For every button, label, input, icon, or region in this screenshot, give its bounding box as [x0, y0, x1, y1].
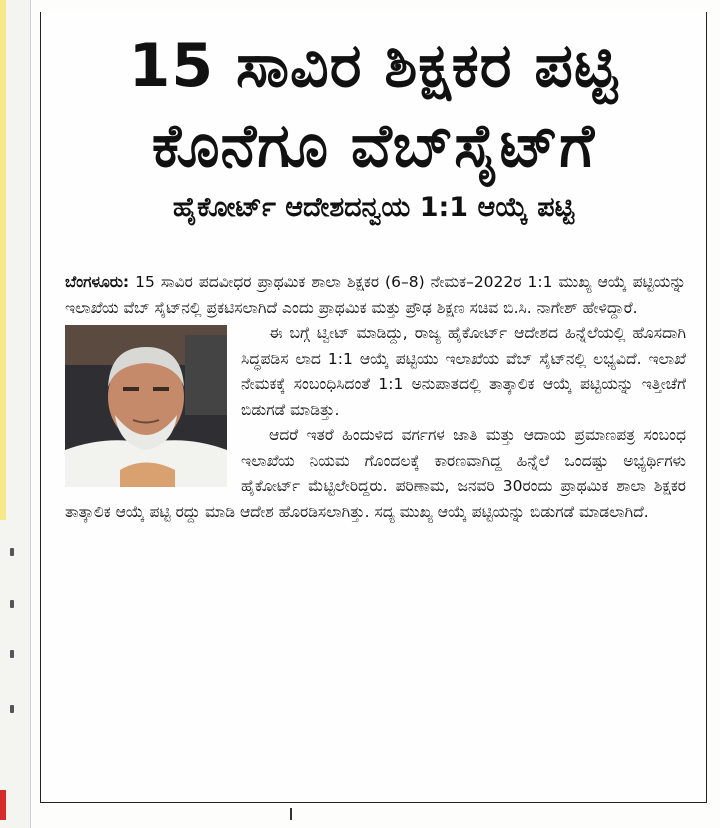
adjacent-mark — [10, 650, 14, 658]
adjacent-mark — [10, 705, 14, 713]
minister-photo — [65, 325, 227, 487]
adjacent-red-band — [0, 790, 6, 820]
adjacent-mark — [10, 600, 14, 608]
paragraph-1 — [65, 270, 686, 321]
page-crop-tick — [290, 808, 292, 820]
headline-line-1: 15 ಸಾವಿರ ಶಿಕ್ಷಕರ ಪಟ್ಟಿ — [128, 31, 619, 101]
paragraph-1-text: 15 ಸಾವಿರ ಪದವೀಧರ ಪ್ರಾಥಮಿಕ ಶಾಲಾ ಶಿಕ್ಷಕರ (6–8) ನೇಮಕ–2022ರ 1:1 ಮುಖ್ಯ ಆಯ್ಕೆ ಪಟ್ಟಿಯನ್ನು ಇಲಾಖೆಯ ವೆಬ್ ಸೈಟ್‌ನಲ್ಲಿ ಪ್ರಕಟಿಸಲಾಗಿದೆ ಎಂದು ಪ್ರಾಥಮಿಕ ಮತ್ತು ಪ್ರೌಢ ಶಿಕ್ಷಣ ಸಚಿವ ಬಿ.ಸಿ. ನಾಗೇಶ್ ಹೇಳಿದ್ದಾರೆ. — [65, 273, 686, 317]
adjacent-page-strip — [0, 0, 31, 828]
adjacent-mark — [10, 548, 14, 556]
portrait-image — [65, 325, 227, 487]
paragraph-2: ಈ ಬಗ್ಗೆ ಟ್ವೀಟ್ ಮಾಡಿದ್ದು, ರಾಜ್ಯ ಹೈಕೋರ್ಟ್ ಆದೇಶದ ಹಿನ್ನೆಲೆಯಲ್ಲಿ ಹೊಸದಾಗಿ ಸಿದ್ಧಪಡಿಸ ಲಾದ 1:1 ಆಯ್ಕೆ ಪಟ್ಟಿಯು ಇಲಾಖೆಯ ವೆಬ್ ಸೈಟ್‌ನಲ್ಲಿ ಲಭ್ಯವಿದೆ. ಇಲಾಖೆ ನೇಮಕಕ್ಕೆ ಸಂಬಂಧಿಸಿದಂತೆ 1:1 ಅನುಪಾತದಲ್ಲಿ ತಾತ್ಕಾಲಿಕ ಆಯ್ಕೆ ಪಟ್ಟಿಯನ್ನು ಇತ್ತೀಚೆಗೆ ಬಿಡುಗಡೆ ಮಾಡಿತ್ತು. — [241, 324, 686, 419]
adjacent-yellow-band — [0, 0, 6, 520]
news-article — [40, 12, 707, 803]
article-body — [65, 270, 686, 525]
dateline: ಬೆಂಗಳೂರು: — [65, 273, 130, 291]
subheadline: ಹೈಕೋರ್ಟ್ ಆದೇಶದನ್ವಯ 1:1 ಆಯ್ಕೆ ಪಟ್ಟಿ — [172, 192, 575, 223]
headline — [51, 26, 696, 186]
headline-line-2: ಕೊನೆಗೂ ವೆಬ್‌ಸೈಟ್‌ಗೆ — [151, 111, 596, 181]
paragraph-3: ಆದರೆ ಇತರೆ ಹಿಂದುಳಿದ ವರ್ಗಗಳ ಜಾತಿ ಮತ್ತು ಆದಾಯ ಪ್ರಮಾಣಪತ್ರ ಸಂಬಂಧ ಇಲಾಖೆಯ ನಿಯಮ ಗೊಂದಲಕ್ಕೆ ಕಾರಣವಾಗಿದ್ದ ಹಿನ್ನೆಲೆ ಒಂದಷ್ಟು ಅಭ್ಯರ್ಥಿಗಳು ಹೈಕೋರ್ಟ್ ಮೆಟ್ಟಿಲೇರಿದ್ದರು. ಪರಿಣಾಮ, ಜನವರಿ 30ರಂದು ಪ್ರಾಥಮಿಕ ಶಾಲಾ ಶಿಕ್ಷಕರ ತಾತ್ಕಾಲಿಕ ಆಯ್ಕೆ ಪಟ್ಟಿ ರದ್ದು ಮಾಡಿ ಆದೇಶ ಹೊರಡಿಸಲಾಗಿತ್ತು. ಸದ್ಯ ಮುಖ್ಯ ಆಯ್ಕೆ ಪಟ್ಟಿಯನ್ನು ಬಿಡುಗಡೆ ಮಾಡಲಾಗಿದೆ. — [65, 426, 686, 521]
